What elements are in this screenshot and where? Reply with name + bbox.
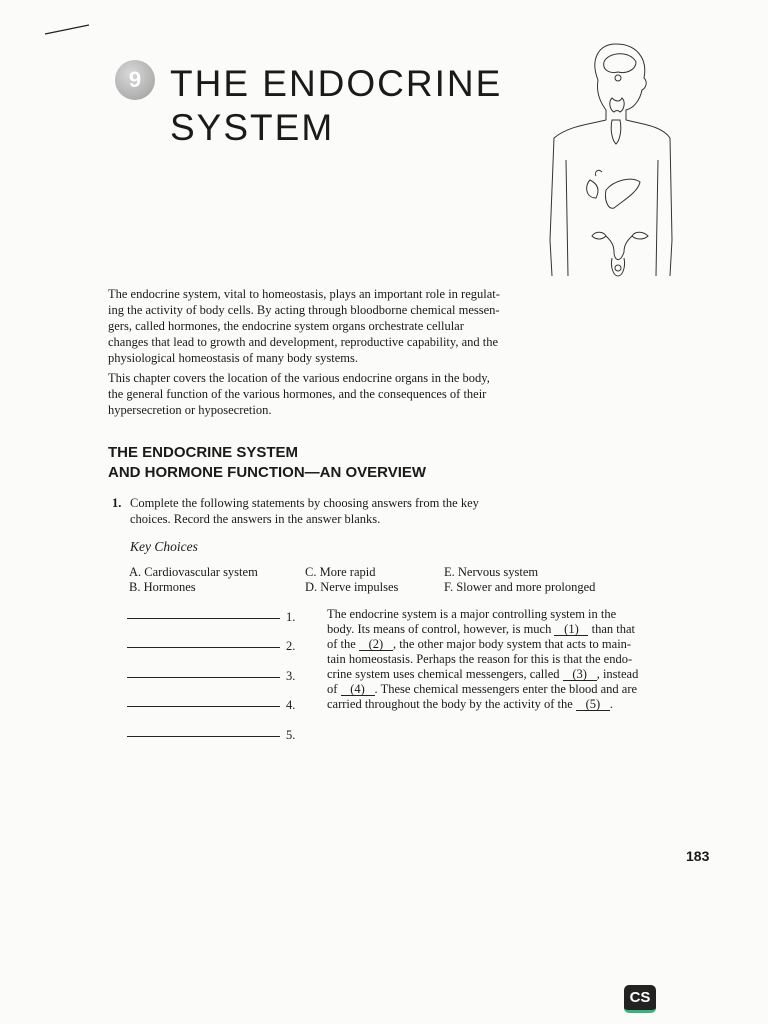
answer-line[interactable] — [127, 618, 280, 619]
key-choices-column-2 — [305, 565, 398, 595]
key-choice: A. Cardiovascular system — [129, 565, 258, 579]
answer-number: 2. — [286, 639, 296, 653]
intro-line: gers, called hormones, the endocrine system organs orchestrate cellular — [108, 319, 464, 333]
intro-line: hypersecretion or hyposecretion. — [108, 403, 272, 417]
paragraph-line — [327, 622, 712, 637]
fill-in-paragraph — [327, 607, 712, 712]
chapter-title-line2: SYSTEM — [170, 107, 335, 148]
intro-line: The endocrine system, vital to homeostasis, plays an important role in regulat- — [108, 287, 500, 301]
answer-blank-1[interactable] — [127, 612, 302, 628]
camscanner-logo: CS — [624, 985, 656, 1013]
intro-line: This chapter covers the location of the various endocrine organs in the body, — [108, 371, 490, 385]
answer-blank-2[interactable] — [127, 641, 302, 657]
chapter-title — [170, 62, 502, 150]
chapter-title-line1: THE ENDOCRINE — [170, 63, 503, 104]
paragraph-text: body. Its means of control, however, is much — [327, 622, 555, 636]
pen-mark — [44, 22, 90, 36]
paragraph-line — [327, 682, 712, 697]
fill-blank-ref: (2) — [359, 638, 393, 651]
paragraph-line — [327, 607, 712, 622]
chapter-number-badge: 9 — [115, 60, 155, 100]
paragraph-text: tain homeostasis. Perhaps the reason for this is that the endo- — [327, 652, 633, 666]
paragraph-text: , the other major body system that acts to main- — [392, 637, 632, 651]
key-choice: D. Nerve impulses — [305, 580, 399, 594]
paragraph-text: . These chemical messengers enter the blood and are — [374, 682, 638, 696]
paragraph-line — [327, 667, 712, 682]
fill-blank-ref: (3) — [563, 668, 597, 681]
fill-blank-ref: (1) — [554, 623, 588, 636]
question-1 — [108, 495, 578, 527]
answer-number: 3. — [286, 669, 296, 683]
key-choice: C. More rapid — [305, 565, 376, 579]
paragraph-text: of the — [327, 637, 359, 651]
question-number: 1. — [112, 496, 122, 510]
intro-line: changes that lead to growth and development, reproductive capability, and the — [108, 335, 499, 349]
fill-blank-ref: (4) — [341, 683, 375, 696]
paragraph-text: carried throughout the body by the activity of the — [327, 697, 576, 711]
answer-blank-3[interactable] — [127, 671, 302, 687]
paragraph-text: The endocrine system is a major controlling system in the — [327, 607, 617, 621]
intro-line: ing the activity of body cells. By acting through bloodborne chemical messen- — [108, 303, 500, 317]
paragraph-text: , instead — [596, 667, 639, 681]
question-text-line: choices. Record the answers in the answer blanks. — [130, 512, 381, 526]
paragraph-line — [327, 652, 712, 667]
page-number: 183 — [686, 848, 710, 864]
answer-number: 4. — [286, 698, 296, 712]
answer-line[interactable] — [127, 736, 280, 737]
question-text-line: Complete the following statements by choosing answers from the key — [130, 496, 479, 510]
paragraph-line — [327, 697, 712, 712]
section-heading-line2: AND HORMONE FUNCTION—AN OVERVIEW — [108, 464, 427, 481]
fill-blank-ref: (5) — [576, 698, 610, 711]
key-choice: E. Nervous system — [444, 565, 539, 579]
answer-line[interactable] — [127, 647, 280, 648]
answer-number: 1. — [286, 610, 296, 624]
paragraph-line — [327, 637, 712, 652]
paragraph-text: crine system uses chemical messengers, called — [327, 667, 563, 681]
answer-number: 5. — [286, 728, 296, 742]
paragraph-text: than that — [588, 622, 635, 636]
key-choice: F. Slower and more prolonged — [444, 580, 596, 594]
answer-blank-4[interactable] — [127, 700, 302, 716]
key-choices-column-1 — [129, 565, 258, 595]
answer-blank-5[interactable] — [127, 730, 302, 746]
endocrine-body-figure — [540, 40, 680, 280]
paragraph-text: . — [609, 697, 614, 711]
intro-line: physiological homeostasis of many body systems. — [108, 351, 358, 365]
key-choices-column-3 — [444, 565, 595, 595]
intro-paragraph-1 — [108, 286, 578, 366]
intro-paragraph-2 — [108, 370, 578, 418]
answer-line[interactable] — [127, 677, 280, 678]
key-choices-title: Key Choices — [130, 539, 198, 554]
key-choice: B. Hormones — [129, 580, 196, 594]
section-heading — [108, 443, 426, 483]
paragraph-text: of — [327, 682, 341, 696]
intro-line: the general function of the various hormones, and the consequences of their — [108, 387, 487, 401]
section-heading-line1: THE ENDOCRINE SYSTEM — [108, 444, 299, 461]
answer-line[interactable] — [127, 706, 280, 707]
